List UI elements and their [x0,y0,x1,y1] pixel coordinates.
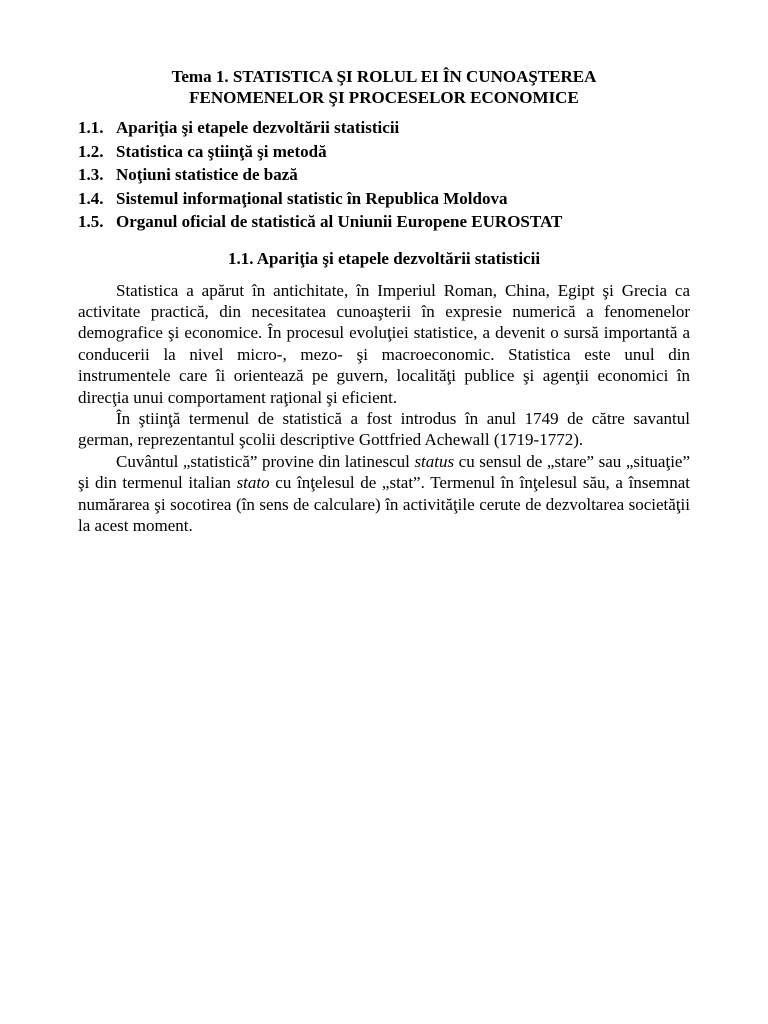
toc-item-number: 1.5. [78,212,104,231]
italic-term-stato: stato [236,473,270,493]
paragraph-1: Statistica a apărut în antichitate, în Imperiul Roman, China, Egipt şi Grecia ca activitate practică, din necesitatea cunoaşterii în expresie numerică a fenomenelor demografice şi economice. În procesul evoluţiei statistice, a devenit o sursă importantă a conducerii la nivel micro-, mezo- şi macroeconomic. Statistica este unul din instrumentele care îi orientează pe guvern, localităţi publice şi agenţii economici în direcţia unui comportament raţional şi eficient. [78,280,690,407]
title-line-1: Tema 1. STATISTICA ŞI ROLUL EI ÎN CUNOAŞTEREA [171,67,597,86]
italic-term-status: status [414,451,455,471]
document-title [78,66,690,108]
toc-item-number: 1.2. [78,141,104,161]
toc-item-label: Apariţia şi etapele dezvoltării statisticii [116,118,400,137]
toc-item [78,187,690,211]
toc-item-label: Sistemul informaţional statistic în Republica Moldova [116,188,508,208]
paragraph-3-text: cu sensul de „stare” sau „situaţie” şi din termenul italian [78,451,691,493]
title-line-2: FENOMENELOR ŞI PROCESELOR ECONOMICE [189,88,579,107]
section-heading: 1.1. Apariţia şi etapele dezvoltării statisticii [227,248,541,268]
toc-item [78,163,690,187]
toc-item-number: 1.4. [78,188,104,208]
paragraph-2: În ştiinţă termenul de statistică a fost introdus în anul 1749 de către savantul german, reprezentantul şcolii descriptive Gottfried Achewall (1719-1772). [78,408,690,450]
toc-item-number: 1.1. [78,118,104,137]
paragraph-3-text: Cuvântul „statistică” provine din latinescul [116,451,415,471]
paragraph-3 [78,451,690,537]
toc-item-label: Organul oficial de statistică al Uniunii Europene EUROSTAT [116,212,563,231]
document-page [78,66,690,536]
paragraph-3-text: cu înţelesul de „stat”. Termenul în înţelesul său, a însemnat numărarea şi socotirea (în sens de calculare) în activităţile cerute de dezvoltarea societăţii la acest moment. [78,473,690,535]
toc-item [78,210,690,234]
toc-item-number: 1.3. [78,165,104,184]
table-of-contents [78,116,690,234]
toc-item-label: Statistica ca ştiinţă şi metodă [116,141,327,161]
toc-item [78,140,690,164]
toc-item-label: Noţiuni statistice de bază [116,165,298,184]
toc-item [78,116,690,140]
